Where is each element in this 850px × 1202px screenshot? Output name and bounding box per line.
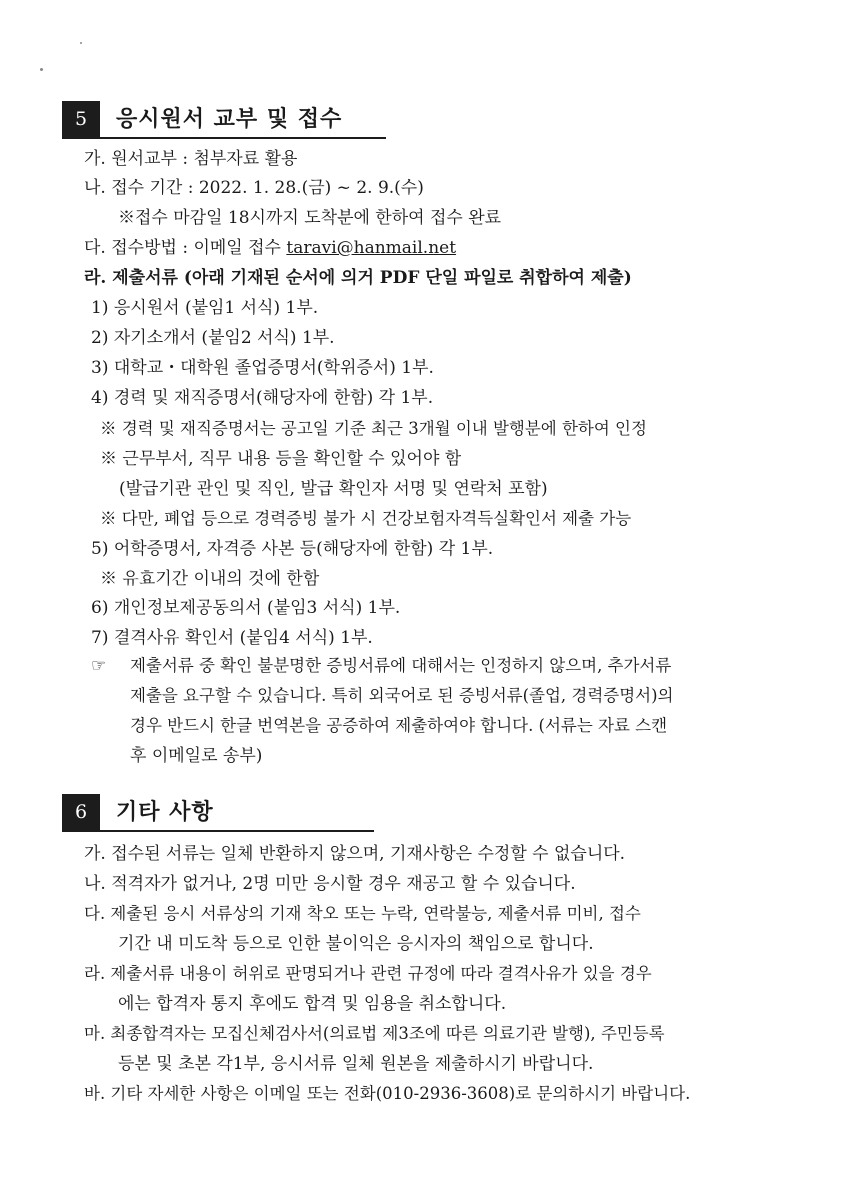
notice-line: 경우 반드시 한글 번역본을 공증하여 제출하여야 합니다. (서류는 자료 스캔 [130, 716, 668, 735]
etc-item-cont: 등본 및 초본 각1부, 응시서류 일체 원본을 제출하시기 바랍니다. [118, 1054, 594, 1074]
scan-speck [80, 42, 82, 44]
notice-line: 제출서류 중 확인 불분명한 증빙서류에 대해서는 인정하지 않으며, 추가서류 [130, 656, 672, 675]
section-underline [62, 830, 374, 832]
etc-item: 가. 접수된 서류는 일체 반환하지 않으며, 기재사항은 수정할 수 없습니다. [84, 844, 626, 864]
etc-item-cont: 기간 내 미도착 등으로 인한 불이익은 응시자의 책임으로 합니다. [118, 934, 594, 954]
section-title: 응시원서 교부 및 접수 [116, 106, 343, 132]
doc-item: 4) 경력 및 재직증명서(해당자에 한함) 각 1부. [91, 388, 434, 408]
section-title: 기타 사항 [116, 799, 214, 825]
doc-item: 3) 대학교・대학원 졸업증명서(학위증서) 1부. [91, 358, 434, 378]
etc-item: 다. 제출된 응시 서류상의 기재 착오 또는 누락, 연락불능, 제출서류 미비, 접수 [84, 904, 641, 923]
doc-item: 6) 개인정보제공동의서 (붙임3 서식) 1부. [91, 598, 401, 618]
section-number: 6 [62, 794, 100, 830]
section-5-header [62, 101, 386, 137]
doc-item: 2) 자기소개서 (붙임2 서식) 1부. [91, 328, 335, 348]
item-ra: 라. 제출서류 (아래 기재된 순서에 의거 PDF 단일 파일로 취합하여 제출) [84, 268, 632, 288]
section-underline [62, 137, 386, 139]
doc-note: ※ 유효기간 이내의 것에 한함 [100, 569, 320, 589]
doc-note: ※ 다만, 폐업 등으로 경력증빙 불가 시 건강보험자격득실확인서 제출 가능 [100, 509, 632, 528]
etc-item: 나. 적격자가 없거나, 2명 미만 응시할 경우 재공고 할 수 있습니다. [84, 874, 576, 894]
etc-item-cont: 에는 합격자 통지 후에도 합격 및 임용을 취소합니다. [118, 994, 507, 1014]
email-link[interactable]: taravi@hanmail.net [286, 238, 457, 258]
etc-item: 바. 기타 자세한 사항은 이메일 또는 전화(010-2936-3608)로 문의하시기 바랍니다. [84, 1084, 691, 1103]
doc-item: 7) 결격사유 확인서 (붙임4 서식) 1부. [91, 628, 373, 648]
deadline-note: ※접수 마감일 18시까지 도착분에 한하여 접수 완료 [118, 208, 502, 228]
section-number: 5 [62, 101, 100, 137]
notice-line: 제출을 요구할 수 있습니다. 특히 외국어로 된 증빙서류(졸업, 경력증명서)의 [130, 686, 674, 705]
etc-item: 라. 제출서류 내용이 허위로 판명되거나 관련 규정에 따라 결격사유가 있을 경우 [84, 964, 652, 983]
item-na: 나. 접수 기간 : 2022. 1. 28.(금) ~ 2. 9.(수) [84, 178, 424, 198]
item-ga: 가. 원서교부 : 첨부자료 활용 [84, 149, 298, 169]
doc-note: ※ 근무부서, 직무 내용 등을 확인할 수 있어야 함 [100, 449, 462, 469]
notice-line: 후 이메일로 송부) [130, 746, 263, 766]
doc-note: ※ 경력 및 재직증명서는 공고일 기준 최근 3개월 이내 발행분에 한하여 인정 [100, 419, 647, 438]
scan-speck [40, 68, 43, 71]
item-da [84, 237, 456, 259]
pointing-hand-icon: ☞ [91, 656, 107, 676]
etc-item: 마. 최종합격자는 모집신체검사서(의료법 제3조에 따른 의료기관 발행), 주민등록 [84, 1024, 665, 1043]
doc-note-cont: (발급기관 관인 및 직인, 발급 확인자 서명 및 연락처 포함) [119, 479, 548, 499]
section-6-header [62, 794, 374, 830]
doc-item: 1) 응시원서 (붙임1 서식) 1부. [91, 298, 319, 318]
doc-item: 5) 어학증명서, 자격증 사본 등(해당자에 한함) 각 1부. [91, 539, 494, 559]
submission-method: 다. 접수방법 : 이메일 접수 [84, 238, 287, 258]
